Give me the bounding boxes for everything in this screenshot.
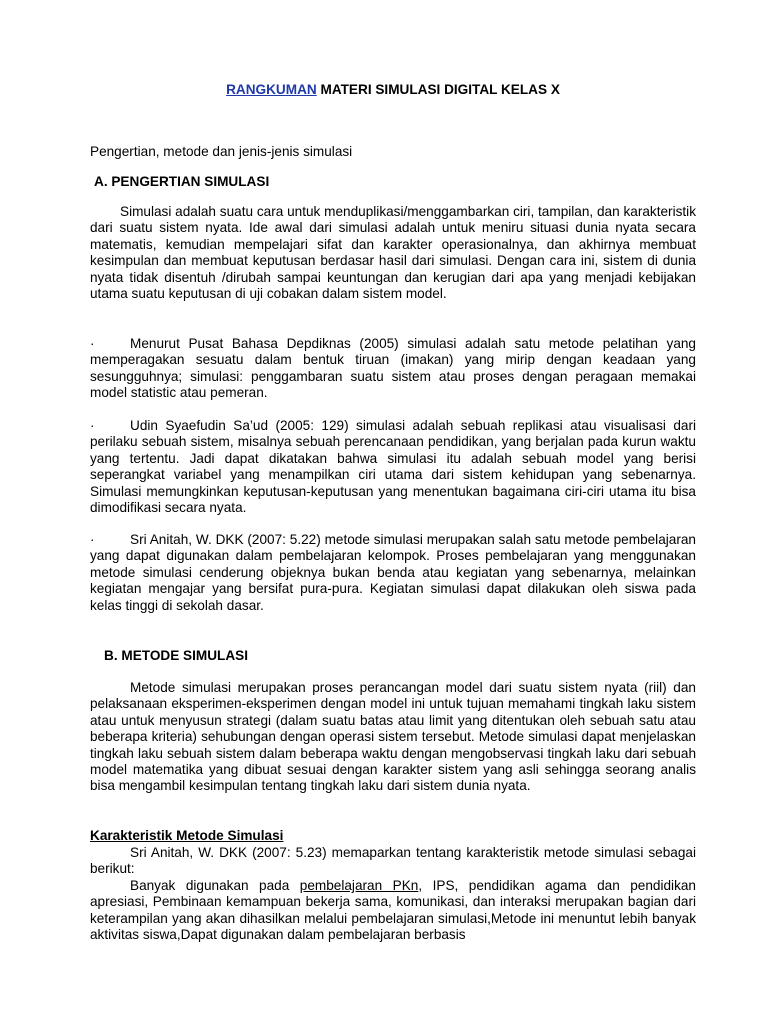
title-rest: MATERI SIMULASI DIGITAL KELAS X [316, 82, 560, 97]
bullet-marker: · [90, 336, 95, 351]
section-a-heading: A. PENGERTIAN SIMULASI [94, 174, 270, 189]
bullet-item [90, 336, 696, 402]
pkn-link[interactable]: pembelajaran PKn [299, 878, 419, 893]
title-link[interactable]: RANGKUMAN [226, 82, 317, 97]
section-b-heading: B. METODE SIMULASI [104, 648, 249, 663]
item-text-after: , IPS, pendidikan agama dan pendidikan apresiasi, Pembinaan kemampuan bekerja sama, komunikasi, dan interaksi merupakan bagian dari keterampilan yang akan dihasilkan melalui pembelajaran simulasi,Metode ini menuntut lebih banyak aktivitas siswa,Dapat digunakan dalam pembelajaran berbasis [90, 878, 696, 943]
bullet-text: Menurut Pusat Bahasa Depdiknas (2005) simulasi adalah satu metode pelatihan yang memperagakan sesuatu dalam bentuk tiruan (imakan) yang mirip dengan keadaan yang sesungguhnya; simulasi: penggambaran suatu sistem atau proses dengan peragaan memakai model statistic atau pemeran. [90, 336, 696, 401]
karakteristik-intro: Sri Anitah, W. DKK (2007: 5.23) memaparkan tentang karakteristik metode simulasi sebagai berikut: [90, 845, 696, 877]
document-title [90, 82, 696, 98]
bullet-marker: · [90, 532, 95, 547]
bullet-item [90, 532, 696, 614]
item-text-before: Banyak digunakan pada [130, 878, 300, 893]
section-b-paragraph: Metode simulasi merupakan proses perancangan model dari suatu sistem nyata (riil) dan pelaksanaan eksperimen-eksperimen dengan model ini untuk tujuan memahami tingkah laku sistem atau untuk menyusun strategi (dalam suatu batas atau limit yang ditentukan oleh sebuah satu atau beberapa kriteria) sehubungan dengan operasi sistem tersebut. Metode simulasi dapat menjelaskan tingkah laku sebuah sistem dalam beberapa waktu dengan mengobservasi tingkah laku dari sebuah model matematika yang dibuat sesuai dengan karakter sistem yang asli sehingga seorang analis bisa mengambil kesimpulan tentang tingkah laku dari sistem dunia nyata. [90, 680, 696, 794]
bullet-item [90, 418, 696, 516]
intro-line: Pengertian, metode dan jenis-jenis simulasi [90, 144, 353, 159]
section-a-paragraph: Simulasi adalah suatu cara untuk menduplikasi/menggambarkan ciri, tampilan, dan karakteristik dari suatu sistem nyata. Ide awal dari simulasi adalah untuk meniru situasi dunia nyata secara matematis, kemudian mempelajari sifat dan karakter operasionalnya, dan akhirnya membuat kesimpulan dan membuat keputusan berdasar hasil dari simulasi. Dengan cara ini, sistem di dunia nyata tidak disentuh /dirubah sampai keuntungan dan kerugian dari apa yang menjadi kebijakan utama suatu keputusan di uji cobakan dalam sistem model. [90, 204, 696, 302]
karakteristik-heading: Karakteristik Metode Simulasi [90, 828, 284, 843]
bullet-text: Udin Syaefudin Sa’ud (2005: 129) simulasi adalah sebuah replikasi atau visualisasi dari perilaku sebuah sistem, misalnya sebuah perencanaan pendidikan, yang berjalan pada kurun waktu yang tertentu. Jadi dapat dikatakan bahwa simulasi itu adalah sebuah model yang berisi seperangkat variabel yang menampilkan ciri utama dari sistem kehidupan yang sebenarnya. Simulasi memungkinkan keputusan-keputusan yang menentukan bagaimana ciri-ciri utama itu bisa dimodifikasi secara nyata. [90, 418, 696, 516]
karakteristik-item [90, 878, 696, 944]
bullet-text: Sri Anitah, W. DKK (2007: 5.22) metode simulasi merupakan salah satu metode pembelajaran yang dapat digunakan dalam pembelajaran kelompok. Proses pembelajaran yang menggunakan metode simulasi cenderung objeknya bukan benda atau kegiatan yang sebenarnya, melainkan kegiatan mengajar yang bersifat pura-pura. Kegiatan simulasi dapat dilakukan oleh siswa pada kelas tinggi di sekolah dasar. [90, 532, 696, 613]
bullet-marker: · [90, 418, 95, 433]
